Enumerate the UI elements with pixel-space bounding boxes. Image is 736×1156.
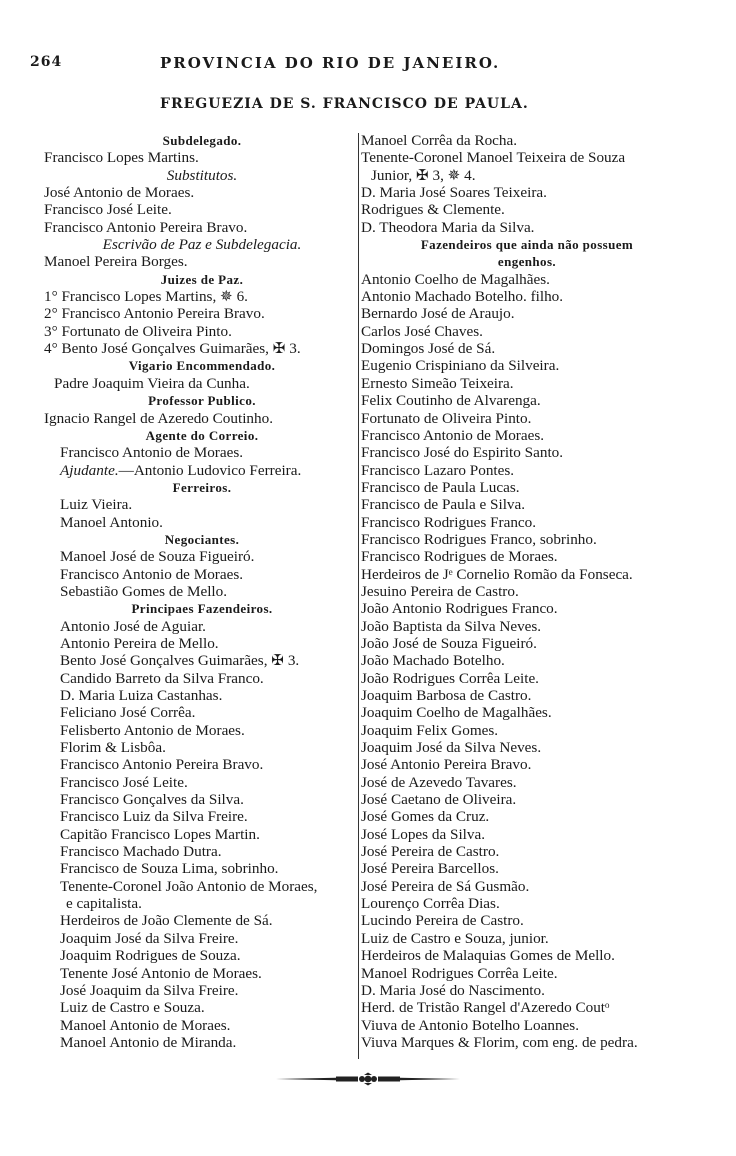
entry-line: Fortunato de Oliveira Pinto. xyxy=(361,409,532,427)
entry-line: José Pereira de Sá Gusmão. xyxy=(361,877,530,895)
entry-line: Tenente-Coronel João Antonio de Moraes, xyxy=(60,877,318,895)
section-heading: Negociantes. xyxy=(164,531,240,547)
entry-line: Manoel Antonio de Miranda. xyxy=(60,1033,237,1051)
entry-line: Padre Joaquim Vieira da Cunha. xyxy=(54,374,250,392)
entry-line: José Joaquim da Silva Freire. xyxy=(60,981,239,999)
entry-line: D. Maria José do Nascimento. xyxy=(361,981,545,999)
entry-line: Manoel Antonio de Moraes. xyxy=(60,1016,231,1034)
entry-line: Francisco Antonio de Moraes. xyxy=(361,426,545,444)
italic-subheading: Escrivão de Paz e Subdelegacia. xyxy=(102,236,302,254)
entry-text: —Antonio Ludovico Ferreira. xyxy=(118,461,302,479)
entry-line: Viuva de Antonio Botelho Loannes. xyxy=(361,1016,580,1034)
entry-line: Viuva Marques & Florim, com eng. de pedra. xyxy=(361,1033,638,1051)
entry-line: Antonio José de Aguiar. xyxy=(60,617,206,635)
entry-line: Francisco Lazaro Pontes. xyxy=(361,461,515,479)
left-column xyxy=(44,132,360,1051)
entry-line: Manoel Pereira Borges. xyxy=(44,253,188,271)
entry-line: Francisco de Souza Lima, sobrinho. xyxy=(60,860,279,878)
entry-line: 4° Bento José Gonçalves Guimarães, ✠ 3. xyxy=(44,340,301,358)
entry-line: José Pereira Barcellos. xyxy=(361,860,499,878)
section-heading: Principaes Fazendeiros. xyxy=(131,601,273,617)
entry-line: Francisco Lopes Martins. xyxy=(44,149,199,167)
entry-line: João Rodrigues Corrêa Leite. xyxy=(361,669,539,687)
entry-line: D. Maria José Soares Teixeira. xyxy=(361,184,547,202)
section-heading: Vigario Encommendado. xyxy=(128,358,276,374)
section-heading: Juizes de Paz. xyxy=(160,271,244,287)
entry-line: Francisco José do Espirito Santo. xyxy=(361,444,564,462)
entry-line: José Gomes da Cruz. xyxy=(361,808,490,826)
entry-line: Felix Coutinho de Alvarenga. xyxy=(361,392,541,410)
entry-line: José de Azevedo Tavares. xyxy=(361,773,517,791)
column-divider xyxy=(358,133,359,1059)
section-title: FREGUEZIA DE S. FRANCISCO DE PAULA. xyxy=(160,96,529,112)
entry-line: Herdeiros de João Clemente de Sá. xyxy=(60,912,273,930)
entry-line: Jesuino Pereira de Castro. xyxy=(361,582,519,600)
entry-line: Lourenço Corrêa Dias. xyxy=(361,895,500,913)
running-title: PROVINCIA DO RIO DE JANEIRO. xyxy=(160,54,501,72)
entry-line: Ernesto Simeão Teixeira. xyxy=(361,374,514,392)
entry-line: José Antonio Pereira Bravo. xyxy=(361,756,532,774)
entry-line: João Baptista da Silva Neves. xyxy=(361,617,542,635)
entry-line: Tenente-Coronel Manoel Teixeira de Souza xyxy=(361,149,626,167)
entry-line: Francisco de Paula Lucas. xyxy=(361,478,520,496)
entry-line: Manoel Corrêa da Rocha. xyxy=(361,132,518,149)
entry-line: José Lopes da Silva. xyxy=(361,825,486,843)
entry-line: José Antonio de Moraes. xyxy=(44,184,195,202)
entry-line: Florim & Lisbôa. xyxy=(60,739,166,757)
entry-line: Antonio Coelho de Magalhães. xyxy=(361,270,550,288)
entry-line: Joaquim Rodrigues de Souza. xyxy=(60,947,241,965)
right-column xyxy=(361,132,693,1051)
entry-line: Capitão Francisco Lopes Martin. xyxy=(60,825,260,843)
entry-line xyxy=(44,462,360,479)
entry-line: Francisco Rodrigues de Moraes. xyxy=(361,548,558,566)
entry-line: 2° Francisco Antonio Pereira Bravo. xyxy=(44,305,265,323)
entry-line: Ignacio Rangel de Azeredo Coutinho. xyxy=(44,409,274,427)
entry-line: Rodrigues & Clemente. xyxy=(361,201,505,219)
entry-line: José Pereira de Castro. xyxy=(361,843,500,861)
entry-line: Joaquim José da Silva Freire. xyxy=(60,929,239,947)
entry-line: Luiz de Castro e Souza, junior. xyxy=(361,929,549,947)
entry-line: Luiz de Castro e Souza. xyxy=(60,999,205,1017)
section-heading: Subdelegado. xyxy=(162,133,242,148)
entry-line: Joaquim Coelho de Magalhães. xyxy=(361,704,552,722)
entry-line: Manoel Rodrigues Corrêa Leite. xyxy=(361,964,558,982)
entry-line: Domingos José de Sá. xyxy=(361,340,496,358)
entry-line: Francisco Luiz da Silva Freire. xyxy=(60,808,248,826)
entry-line: Herd. de Tristão Rangel d'Azeredo Coutᵒ xyxy=(361,999,610,1017)
entry-line: Felisberto Antonio de Moraes. xyxy=(60,721,245,739)
entry-line: Francisco Antonio de Moraes. xyxy=(60,444,244,462)
section-heading: engenhos. xyxy=(497,254,557,270)
section-heading: Ferreiros. xyxy=(172,479,232,495)
entry-line: Feliciano José Corrêa. xyxy=(60,704,196,722)
entry-line: Antonio Pereira de Mello. xyxy=(60,634,219,652)
entry-line: Carlos José Chaves. xyxy=(361,322,483,340)
page-number: 264 xyxy=(30,54,63,70)
entry-line: Luiz Vieira. xyxy=(60,496,133,514)
entry-line: D. Theodora Maria da Silva. xyxy=(361,218,535,236)
entry-line: Francisco Rodrigues Franco. xyxy=(361,513,537,531)
entry-line: Joaquim José da Silva Neves. xyxy=(361,739,542,757)
entry-line: Francisco Antonio Pereira Bravo. xyxy=(44,218,248,236)
entry-line: D. Maria Luiza Castanhas. xyxy=(60,687,223,704)
entry-line: Bernardo José de Araujo. xyxy=(361,305,515,323)
entry-line: Francisco Gonçalves da Silva. xyxy=(60,791,244,809)
section-heading: Fazendeiros que ainda não possuem xyxy=(420,237,634,253)
entry-line: Sebastião Gomes de Mello. xyxy=(60,582,228,600)
italic-subheading: Substitutos. xyxy=(166,166,238,184)
entry-line: Francisco Antonio de Moraes. xyxy=(60,565,244,583)
entry-line: Manoel Antonio. xyxy=(60,513,163,531)
entry-line: João Machado Botelho. xyxy=(361,652,505,670)
entry-line: 1° Francisco Lopes Martins, ✵ 6. xyxy=(44,288,248,306)
entry-line: Antonio Machado Botelho. filho. xyxy=(361,288,564,306)
entry-line: Manoel José de Souza Figueiró. xyxy=(60,548,255,566)
entry-line: Joaquim Barbosa de Castro. xyxy=(361,687,532,704)
section-heading: Professor Publico. xyxy=(148,393,256,409)
entry-line: Herdeiros de Jᵉ Cornelio Romão da Fonseca. xyxy=(361,565,633,583)
entry-line: Francisco José Leite. xyxy=(60,773,188,791)
entry-line: Eugenio Crispiniano da Silveira. xyxy=(361,357,560,375)
entry-line: Francisco de Paula e Silva. xyxy=(361,496,526,514)
end-ornament xyxy=(276,1072,460,1086)
italic-label: Ajudante. xyxy=(60,461,119,479)
entry-line: Francisco Antonio Pereira Bravo. xyxy=(60,756,264,774)
entry-line: 3° Fortunato de Oliveira Pinto. xyxy=(44,322,232,340)
entry-line: Junior, ✠ 3, ✵ 4. xyxy=(371,166,476,184)
entry-line: e capitalista. xyxy=(66,895,142,913)
entry-line: Herdeiros de Malaquias Gomes de Mello. xyxy=(361,947,615,965)
entry-line: Lucindo Pereira de Castro. xyxy=(361,912,524,930)
entry-line: Francisco Machado Dutra. xyxy=(60,843,222,861)
entry-line: José Caetano de Oliveira. xyxy=(361,791,517,809)
entry-line: Candido Barreto da Silva Franco. xyxy=(60,669,264,687)
entry-line: Francisco José Leite. xyxy=(44,201,172,219)
section-heading: Agente do Correio. xyxy=(145,427,259,443)
entry-line: João Antonio Rodrigues Franco. xyxy=(361,600,558,618)
entry-line: Bento José Gonçalves Guimarães, ✠ 3. xyxy=(60,652,300,670)
entry-line: Joaquim Felix Gomes. xyxy=(361,721,499,739)
entry-line: João José de Souza Figueiró. xyxy=(361,634,537,652)
entry-line: Francisco Rodrigues Franco, sobrinho. xyxy=(361,530,597,548)
entry-line: Tenente José Antonio de Moraes. xyxy=(60,964,262,982)
